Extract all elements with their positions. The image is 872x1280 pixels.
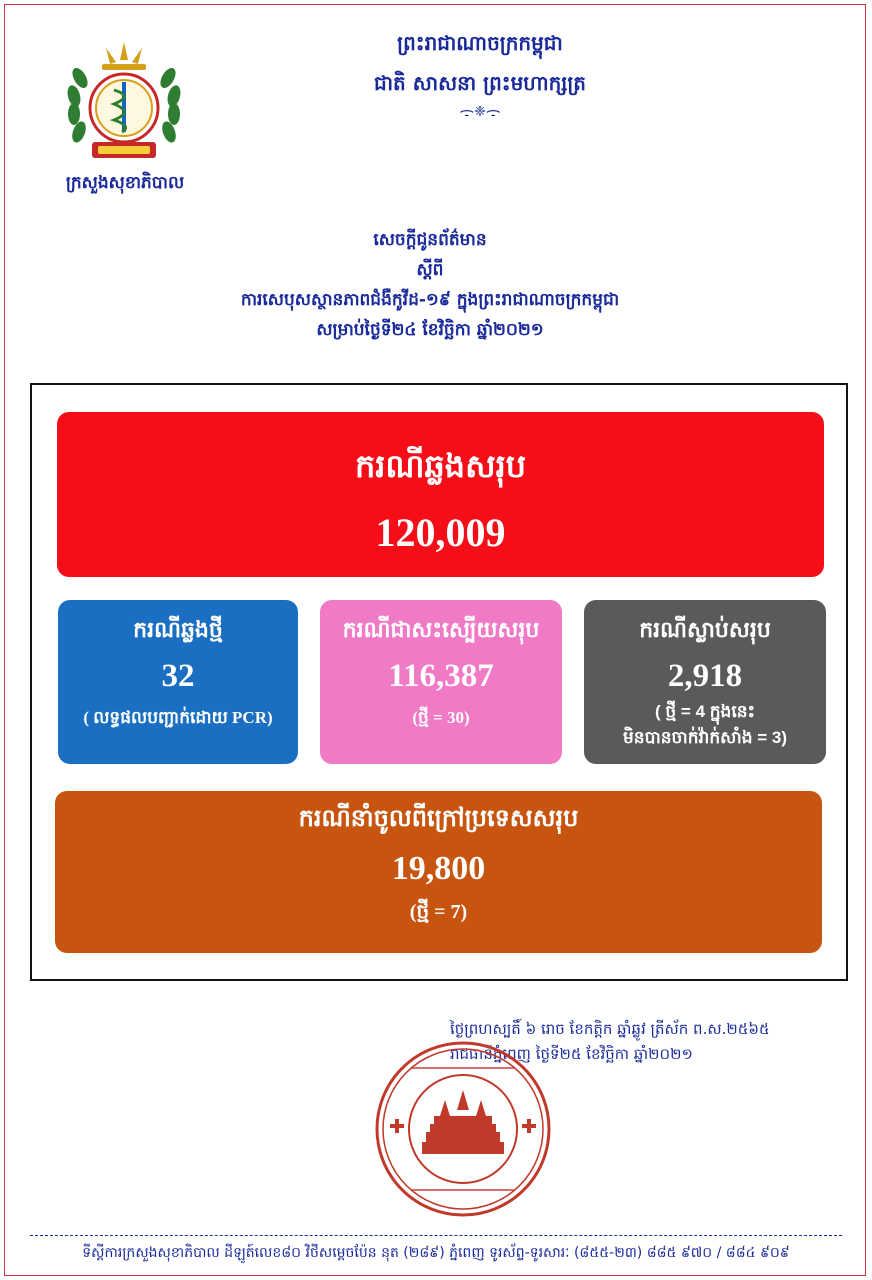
new-cases-note: ( លទ្ធផលបញ្ជាក់ដោយ PCR) (83, 708, 273, 727)
national-motto: ជាតិ សាសនា ព្រះមហាក្សត្រ (374, 71, 586, 95)
total-cases-label: ករណីឆ្លងសរុប (354, 447, 527, 485)
recovered-note: (ថ្មី = 30) (412, 708, 470, 727)
total-cases-card (57, 412, 824, 577)
deaths-card (584, 600, 826, 764)
lunar-date: ថ្ងៃព្រហស្បតិ៍ ៦ រោច ខែកត្តិក ឆ្នាំឆ្លូវ ត្រីស័ក ព.ស.២៥៦៥ (450, 1020, 770, 1038)
imported-cases-note: (ថ្មី = 7) (409, 901, 468, 923)
deaths-note-line-1: ( ថ្មី = 4 ក្នុងនេះ (655, 702, 755, 721)
title-line-4: សម្រាប់ថ្ងៃទី២៤ ខែវិច្ឆិកា ឆ្នាំ២០២១ (316, 320, 544, 340)
imported-cases-card (55, 791, 822, 953)
deaths-label: ករណីស្លាប់សរុប (639, 618, 771, 643)
footer-divider (30, 1235, 842, 1236)
ministry-logo (62, 38, 186, 168)
footer-address: ទីស្តីការក្រសួងសុខាភិបាល ដីឡូត៍លេខ៨០ វិថីសម្តេចប៉ែន នុត (២៨៩) ភ្នំពេញ ទូរស័ព្ទ-ទូរសារៈ (៨៥៥-២៣) ៨៨៥ ៩៧០ / ៨៨៤ ៩០៩ (82, 1245, 790, 1261)
imported-cases-label: ករណីនាំចូលពីក្រៅប្រទេសសរុប (298, 804, 579, 832)
title-line-2: ស្តីពី (416, 260, 444, 280)
ornament-divider: ᯙ❈ᯙ (459, 104, 501, 120)
solar-date: រាជធានីភ្នំពេញ ថ្ងៃទី២៥ ខែវិច្ឆិកា ឆ្នាំ២០២១ (450, 1045, 693, 1063)
new-cases-label: ករណីឆ្លងថ្មី (133, 618, 223, 643)
recovered-label: ករណីជាសះស្បើយសរុប (342, 618, 540, 643)
recovered-value: 116,387 (388, 658, 494, 694)
imported-cases-value: 19,800 (391, 850, 486, 887)
recovered-card (320, 600, 562, 764)
title-line-1: សេចក្តីជូនព័ត៌មាន (373, 230, 487, 250)
new-cases-card (58, 600, 298, 764)
official-stamp (372, 1038, 554, 1220)
ministry-name: ក្រសួងសុខាភិបាល (65, 173, 185, 193)
total-cases-value: 120,009 (375, 510, 506, 555)
deaths-note (584, 699, 826, 751)
new-cases-value: 32 (161, 658, 195, 694)
deaths-note-line-2: មិនបានចាក់វ៉ាក់សាំង = 3) (623, 728, 787, 747)
deaths-value: 2,918 (667, 658, 743, 694)
kingdom-heading: ព្រះរាជាណាចក្រកម្ពុជា (397, 31, 563, 55)
press-release-title (160, 225, 700, 345)
title-line-3: ការសេបុសស្ថានភាពជំងឺកូវីដ-១៩ ក្នុងព្រះរាជាណាចក្រកម្ពុជា (240, 290, 620, 310)
